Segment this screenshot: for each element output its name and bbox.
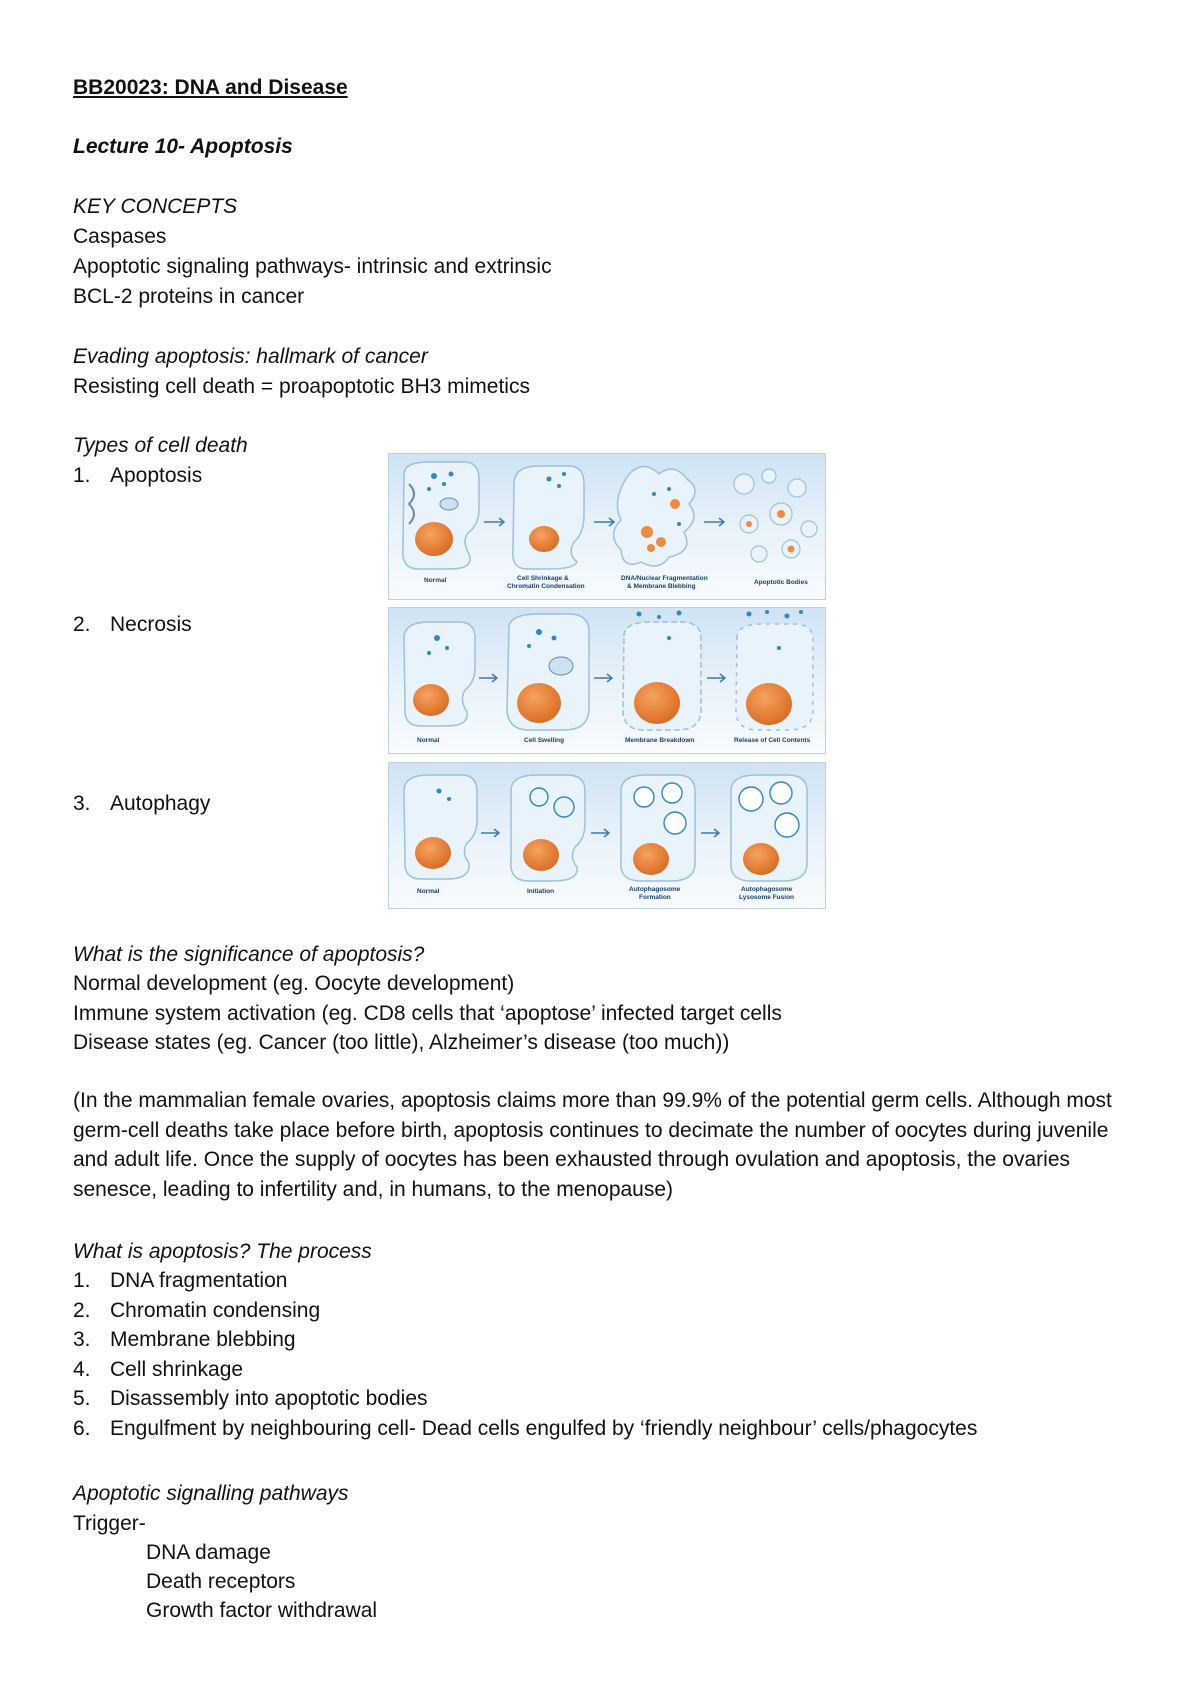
list-item: 6. Engulfment by neighbouring cell- Dead cells engulfed by ‘friendly neighbour’ cells/phagocytes xyxy=(73,1416,978,1440)
cell-death-type xyxy=(73,789,210,819)
autophagy-label: Autophagy xyxy=(110,792,211,815)
significance-item: Immune system activation (eg. CD8 cells that ‘apoptose’ infected target cells xyxy=(73,1002,782,1025)
key-concepts-heading: KEY CONCEPTS xyxy=(73,195,238,218)
process-steps-list xyxy=(73,1266,977,1443)
key-concept-item: Apoptotic signaling pathways- intrinsic and extrinsic xyxy=(73,255,552,278)
caption: & Membrane Blebbing xyxy=(627,583,696,590)
cell-death-type xyxy=(73,461,202,491)
ovaries-paragraph: (In the mammalian female ovaries, apoptosis claims more than 99.9% of the potential germ cells. Although most germ-cell deaths take place before birth, apoptosis continues to decimate the number of oocytes during juvenile and adult life. Once the supply of oocytes has been exhausted through ovulation and apoptosis, the ovaries senesce, leading to infertility and, in humans, to the menopause) xyxy=(73,1089,1112,1201)
list-item: 5. Disassembly into apoptotic bodies xyxy=(73,1387,428,1410)
trigger-label: Trigger- xyxy=(73,1512,146,1535)
trigger-item: DNA damage xyxy=(146,1541,271,1564)
cell-death-type xyxy=(73,610,192,640)
caption: Initiation xyxy=(527,888,555,895)
caption: Lysosome Fusion xyxy=(739,894,795,901)
caption: Cell Shrinkage & xyxy=(517,575,569,582)
evading-text: Resisting cell death = proapoptotic BH3 mimetics xyxy=(73,375,530,398)
list-number: 1. xyxy=(73,464,91,487)
list-item: 1. DNA fragmentation xyxy=(73,1269,288,1292)
key-concept-item: BCL-2 proteins in cancer xyxy=(73,285,305,308)
arrow-icon xyxy=(707,674,725,682)
caption: DNA/Nuclear Fragmentation xyxy=(621,575,708,582)
significance-heading: What is the significance of apoptosis? xyxy=(73,943,425,966)
caption: Release of Cell Contents xyxy=(734,737,811,744)
list-item: 3. Membrane blebbing xyxy=(73,1328,296,1351)
arrow-icon xyxy=(481,829,499,837)
caption: Normal xyxy=(417,888,440,895)
nucleus xyxy=(415,522,453,556)
apoptotic-bodies xyxy=(734,469,817,562)
caption: Autophagosome xyxy=(629,886,681,893)
key-concept-item: Caspases xyxy=(73,225,167,248)
autophagy-illustration xyxy=(388,762,826,909)
apoptosis-illustration xyxy=(388,453,826,600)
significance-item: Disease states (eg. Cancer (too little), Alzheimer’s disease (too much)) xyxy=(73,1031,730,1054)
caption: Cell Swelling xyxy=(524,737,565,744)
evading-heading: Evading apoptosis: hallmark of cancer xyxy=(73,345,428,368)
trigger-item: Death receptors xyxy=(146,1570,296,1593)
cell-death-heading: Types of cell death xyxy=(73,434,248,457)
lecture-title: Lecture 10- Apoptosis xyxy=(73,135,293,158)
process-heading: What is apoptosis? The process xyxy=(73,1240,372,1263)
arrow-icon xyxy=(701,829,719,837)
list-number: 3. xyxy=(73,792,91,815)
shrunk-cell xyxy=(513,466,584,569)
necrosis-illustration xyxy=(388,607,826,754)
significance-item: Normal development (eg. Oocyte development) xyxy=(73,972,515,995)
caption: Normal xyxy=(417,737,440,744)
signalling-heading: Apoptotic signalling pathways xyxy=(73,1482,349,1505)
apoptosis-label: Apoptosis xyxy=(110,464,203,487)
list-number: 2. xyxy=(73,613,91,636)
caption: Apoptotic Bodies xyxy=(754,579,808,586)
list-item: 2. Chromatin condensing xyxy=(73,1298,321,1322)
condensed-nucleus xyxy=(529,526,559,552)
caption: Formation xyxy=(639,894,671,901)
arrow-icon xyxy=(594,674,612,682)
caption: Chromatin Condensation xyxy=(507,583,585,590)
necrosis-label: Necrosis xyxy=(110,613,192,636)
trigger-item: Growth factor withdrawal xyxy=(146,1599,378,1622)
arrow-icon xyxy=(479,674,497,682)
caption: Normal xyxy=(424,577,447,584)
arrow-icon xyxy=(704,518,724,526)
caption: Autophagosome xyxy=(741,886,793,893)
arrow-icon xyxy=(591,829,609,837)
caption: Membrane Breakdown xyxy=(625,737,695,744)
arrow-icon xyxy=(484,518,504,526)
blebbing-cell xyxy=(614,467,696,567)
arrow-icon xyxy=(594,518,614,526)
course-title: BB20023: DNA and Disease xyxy=(73,76,348,99)
list-item: 4. Cell shrinkage xyxy=(73,1357,244,1381)
